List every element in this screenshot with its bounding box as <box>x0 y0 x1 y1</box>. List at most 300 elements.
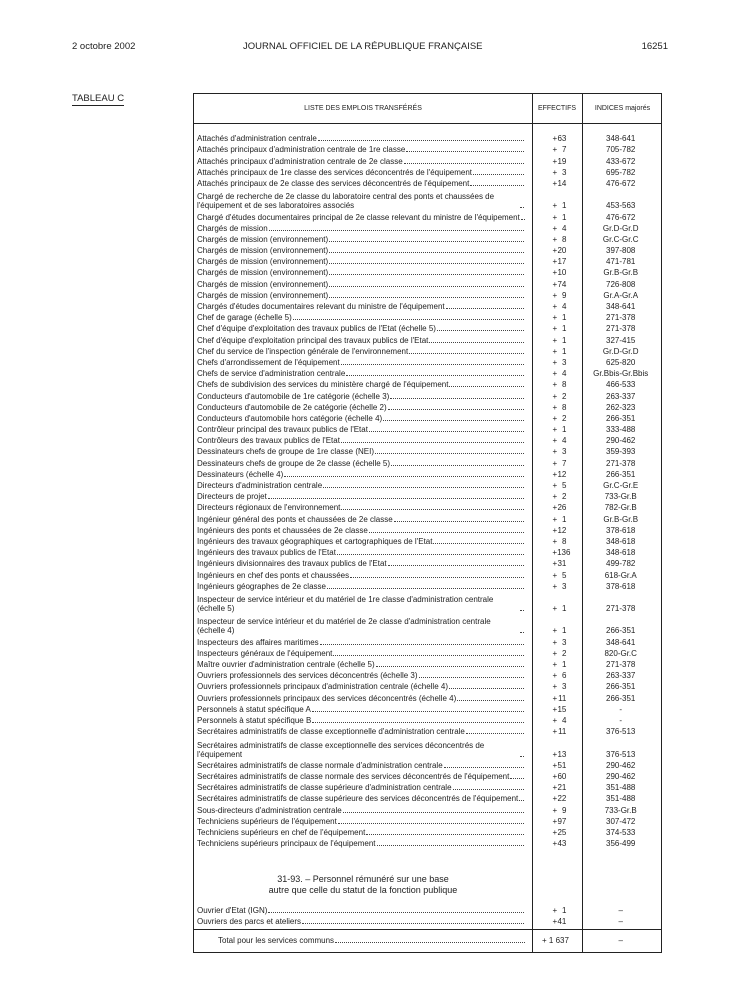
row-effectif: 19 <box>557 156 567 166</box>
row-sign: + <box>552 581 558 591</box>
row-sign: + <box>552 134 558 144</box>
row-effectif: 2 <box>561 648 567 658</box>
table-row <box>194 210 661 221</box>
table-row <box>194 132 661 143</box>
row-label: Chargés d'études documentaires relevant du ministre de l'équipement <box>197 302 445 312</box>
table-row <box>194 143 661 154</box>
table-row <box>194 635 661 646</box>
row-label: Chargés de mission (environnement) <box>197 279 329 289</box>
row-sign: + <box>552 671 558 681</box>
table-row <box>194 222 661 233</box>
row-label: Chargés de mission (environnement) <box>197 234 329 244</box>
row-sign: + <box>552 234 558 244</box>
row-indices: 695-782 <box>606 167 636 177</box>
row-indices: 348-641 <box>606 302 636 312</box>
row-effectif: 4 <box>561 369 567 379</box>
row-indices: Gr.B-Gr.B <box>603 514 639 524</box>
row-sign: + <box>552 481 558 491</box>
row-sign: + <box>552 167 558 177</box>
row-sign: + <box>552 201 558 211</box>
row-effectif: 97 <box>557 816 567 826</box>
row-indices: 376-513 <box>606 749 636 759</box>
row-label: Secrétaires administratifs de classe exceptionnelle des services déconcentrés de l'équipement <box>197 741 520 759</box>
row-indices: Gr.A-Gr.A <box>603 290 639 300</box>
row-label: Ingénieurs géographes de 2e classe <box>197 581 326 591</box>
row-label: Inspecteur de service intérieur et du matériel de 1re classe d'administration centrale (échelle 5) <box>197 595 520 613</box>
row-indices: 376-513 <box>606 727 636 737</box>
row-label: Attachés principaux d'administration centrale de 2e classe <box>197 156 403 166</box>
row-sign: + <box>552 436 558 446</box>
row-indices: Gr.D-Gr.D <box>602 223 639 233</box>
row-indices: 307-472 <box>606 816 636 826</box>
row-sign: + <box>552 715 558 725</box>
row-sign: + <box>552 313 558 323</box>
table-row <box>194 647 661 658</box>
table-row <box>194 188 661 210</box>
row-sign: + <box>552 771 558 781</box>
row-indices: 348-641 <box>606 637 636 647</box>
table-row <box>194 915 661 926</box>
row-sign: + <box>552 469 558 479</box>
row-indices: 378-618 <box>606 581 636 591</box>
row-effectif: 21 <box>557 783 567 793</box>
table-row <box>194 277 661 288</box>
row-effectif: 3 <box>561 357 567 367</box>
row-indices: 263-337 <box>606 391 636 401</box>
row-effectif: 3 <box>561 167 567 177</box>
table-row <box>194 177 661 188</box>
row-sign: + <box>552 335 558 345</box>
row-label: Chefs de subdivision des services du ministère chargé de l'équipement <box>197 380 449 390</box>
row-effectif: 3 <box>561 447 567 457</box>
row-indices: 262-323 <box>606 402 636 412</box>
row-effectif: 15 <box>557 704 567 714</box>
section-rows <box>194 904 661 926</box>
row-sign: + <box>552 805 558 815</box>
row-sign: + <box>552 548 558 558</box>
row-effectif: 13 <box>557 749 567 759</box>
row-effectif: 12 <box>557 525 567 535</box>
row-effectif: 31 <box>557 559 567 569</box>
row-indices: Gr.C-Gr.E <box>603 481 639 491</box>
table-row <box>194 759 661 770</box>
row-sign: + <box>552 749 558 759</box>
table-row <box>194 367 661 378</box>
row-label: Sous-directeurs d'administration centrale <box>197 805 342 815</box>
row-effectif: 1 <box>561 906 567 916</box>
total-divider <box>194 929 661 930</box>
row-label: Contrôleurs des travaux publics de l'Etat <box>197 436 340 446</box>
row-effectif: 2 <box>561 391 567 401</box>
row-indices: 476-672 <box>606 178 636 188</box>
row-effectif: 25 <box>557 827 567 837</box>
row-effectif: 136 <box>557 548 571 558</box>
row-effectif: 51 <box>557 760 567 770</box>
row-label: Conducteurs d'automobile de 2e catégorie (échelle 2) <box>197 402 387 412</box>
row-effectif: 26 <box>557 503 567 513</box>
row-effectif: 1 <box>561 324 567 334</box>
table-row <box>194 322 661 333</box>
row-sign: + <box>552 458 558 468</box>
row-effectif: 4 <box>561 715 567 725</box>
row-label: Directeurs d'administration centrale <box>197 481 323 491</box>
row-label: Contrôleur principal des travaux publics de l'Etat <box>197 425 368 435</box>
row-sign: + <box>552 559 558 569</box>
row-indices: 625-820 <box>606 357 636 367</box>
row-sign: + <box>552 760 558 770</box>
row-sign: + <box>552 268 558 278</box>
row-effectif: 2 <box>561 492 567 502</box>
row-indices: 433-672 <box>606 156 636 166</box>
row-indices: 266-351 <box>606 682 636 692</box>
table-row <box>194 501 661 512</box>
table-row <box>194 345 661 356</box>
row-label: Dessinateurs chefs de groupe de 1re classe (NEI) <box>197 447 374 457</box>
row-sign: + <box>552 648 558 658</box>
table-row <box>194 714 661 725</box>
row-effectif: 9 <box>561 805 567 815</box>
row-label: Chargés de mission (environnement) <box>197 257 329 267</box>
row-effectif: 17 <box>557 257 567 267</box>
row-indices: Gr.Bbis-Gr.Bbis <box>593 369 649 379</box>
row-effectif: 60 <box>557 771 567 781</box>
table-row <box>194 725 661 736</box>
table-row <box>194 445 661 456</box>
row-effectif: 1 <box>561 346 567 356</box>
column-header-indices: INDICES majorés <box>594 104 651 112</box>
table-row <box>194 815 661 826</box>
table-row <box>194 770 661 781</box>
row-indices: 266-351 <box>606 626 636 636</box>
row-sign: + <box>552 906 558 916</box>
row-sign: + <box>552 794 558 804</box>
row-effectif: 1 <box>561 335 567 345</box>
section-title: 31-93. – Personnel rémunéré sur une base <box>277 874 449 884</box>
row-label: Dessinateurs chefs de groupe de 2e classe (échelle 5) <box>197 458 390 468</box>
row-sign: + <box>552 380 558 390</box>
table-row <box>194 300 661 311</box>
row-indices: 466-533 <box>606 380 636 390</box>
row-label: Inspecteurs des affaires maritimes <box>197 637 319 647</box>
row-sign: + <box>552 727 558 737</box>
table-row <box>194 266 661 277</box>
row-indices: 782-Gr.B <box>604 503 637 513</box>
column-header-effectifs: EFFECTIFS <box>537 104 577 112</box>
row-label: Secrétaires administratifs de classe supérieure d'administration centrale <box>197 783 452 793</box>
table-row <box>194 490 661 501</box>
row-effectif: 7 <box>561 145 567 155</box>
row-label: Secrétaires administratifs de classe normale d'administration centrale <box>197 760 443 770</box>
row-effectif: 8 <box>561 402 567 412</box>
row-effectif: 1 <box>561 626 567 636</box>
row-sign: + <box>552 536 558 546</box>
row-indices: 266-351 <box>606 413 636 423</box>
row-indices: 351-488 <box>606 794 636 804</box>
row-indices: 263-337 <box>606 671 636 681</box>
row-label: Inspecteur de service intérieur et du matériel de 2e classe d'administration centrale (échelle 4) <box>197 617 520 635</box>
row-effectif: 5 <box>561 481 567 491</box>
row-indices: 266-351 <box>606 693 636 703</box>
row-indices: 348-641 <box>606 134 636 144</box>
row-indices: – <box>618 917 623 927</box>
employment-table <box>193 93 662 953</box>
row-label: Chef du service de l'inspection générale de l'environnement <box>197 346 409 356</box>
row-sign: + <box>552 660 558 670</box>
row-label: Personnels à statut spécifique B <box>197 715 312 725</box>
row-label: Chef d'équipe d'exploitation principal des travaux publics de l'Etat <box>197 335 429 345</box>
row-sign: + <box>552 525 558 535</box>
row-sign: + <box>552 693 558 703</box>
table-row <box>194 154 661 165</box>
table-row <box>194 389 661 400</box>
row-indices: Gr.B-Gr.B <box>603 268 639 278</box>
row-indices: 726-808 <box>606 279 636 289</box>
row-indices: 266-351 <box>606 469 636 479</box>
table-row <box>194 736 661 758</box>
row-sign: + <box>552 257 558 267</box>
row-indices: 348-618 <box>606 548 636 558</box>
table-row <box>194 680 661 691</box>
table-row <box>194 557 661 568</box>
row-effectif: 63 <box>557 134 567 144</box>
row-effectif: 11 <box>558 727 567 737</box>
row-sign: + <box>552 503 558 513</box>
header-divider <box>194 123 661 124</box>
row-effectif: 6 <box>561 671 567 681</box>
table-row <box>194 356 661 367</box>
row-label: Chargé d'études documentaires principal de 2e classe relevant du ministre de l'équipement <box>197 212 520 222</box>
row-effectif: 10 <box>557 268 567 278</box>
row-indices: – <box>618 906 623 916</box>
row-label: Attachés principaux de 2e classe des services déconcentrés de l'équipement <box>197 178 470 188</box>
row-label: Chef d'équipe d'exploitation des travaux publics de l'Etat (échelle 5) <box>197 324 436 334</box>
row-sign: + <box>552 626 558 636</box>
row-effectif: 3 <box>561 637 567 647</box>
table-row <box>194 613 661 635</box>
row-indices: Gr.D-Gr.D <box>602 346 639 356</box>
row-effectif: 74 <box>557 279 567 289</box>
row-sign: + <box>552 391 558 401</box>
row-sign: + <box>552 223 558 233</box>
row-sign: + <box>552 290 558 300</box>
row-effectif: 1 <box>561 604 567 614</box>
section-subtitle: autre que celle du statut de la fonction publique <box>268 885 458 895</box>
row-label: Ingénieurs des travaux publics de l'Etat <box>197 548 336 558</box>
total-value: + 1 637 <box>542 936 569 946</box>
row-effectif: 4 <box>561 302 567 312</box>
table-row <box>194 512 661 523</box>
row-indices: Gr.C-Gr.C <box>602 234 639 244</box>
table-row <box>194 580 661 591</box>
row-sign: + <box>552 827 558 837</box>
row-sign: + <box>552 425 558 435</box>
row-label: Attachés principaux d'administration centrale de 1re classe <box>197 145 406 155</box>
row-effectif: 1 <box>561 660 567 670</box>
row-effectif: 5 <box>561 570 567 580</box>
table-row <box>194 837 661 848</box>
row-sign: + <box>552 357 558 367</box>
row-sign: + <box>552 447 558 457</box>
row-effectif: 1 <box>561 201 567 211</box>
row-effectif: 41 <box>557 917 567 927</box>
row-effectif: 20 <box>557 246 567 256</box>
row-effectif: 4 <box>561 436 567 446</box>
column-header-emplois: LISTE DES EMPLOIS TRANSFÉRÉS <box>304 104 422 112</box>
row-label: Secrétaires administratifs de classe exceptionnelle d'administration centrale <box>197 727 465 737</box>
row-effectif: 1 <box>561 514 567 524</box>
row-effectif: 8 <box>561 536 567 546</box>
row-sign: + <box>552 402 558 412</box>
table-row <box>194 255 661 266</box>
row-label: Secrétaires administratifs de classe normale des services déconcentrés de l'équipement <box>197 771 510 781</box>
row-label: Techniciens supérieurs de l'équipement <box>197 816 337 826</box>
row-indices: 327-415 <box>606 335 636 345</box>
row-label: Chefs de service d'administration centrale <box>197 369 346 379</box>
table-row <box>194 423 661 434</box>
row-label: Chargés de mission (environnement) <box>197 290 329 300</box>
row-label: Techniciens supérieurs principaux de l'équipement <box>197 839 376 849</box>
row-label: Inspecteurs généraux de l'équipement <box>197 648 333 658</box>
table-row <box>194 524 661 535</box>
row-effectif: 9 <box>561 290 567 300</box>
row-sign: + <box>552 279 558 289</box>
row-label: Directeurs régionaux de l'environnement <box>197 503 341 513</box>
row-label: Chef de garage (échelle 5) <box>197 313 292 323</box>
row-effectif: 1 <box>561 212 567 222</box>
row-effectif: 14 <box>557 178 567 188</box>
row-effectif: 12 <box>557 469 567 479</box>
row-effectif: 22 <box>557 794 567 804</box>
table-row <box>194 378 661 389</box>
row-indices: 359-393 <box>606 447 636 457</box>
row-indices: 290-462 <box>606 771 636 781</box>
row-sign: + <box>552 917 558 927</box>
row-indices: 290-462 <box>606 436 636 446</box>
row-effectif: 2 <box>561 413 567 423</box>
row-indices: 290-462 <box>606 760 636 770</box>
table-row <box>194 904 661 915</box>
row-effectif: 43 <box>557 839 567 849</box>
table-row <box>194 803 661 814</box>
row-label: Ingénieurs divisionnaires des travaux publics de l'Etat <box>197 559 387 569</box>
row-label: Conducteurs d'automobile de 1re catégorie (échelle 3) <box>197 391 390 401</box>
table-row <box>194 333 661 344</box>
row-effectif: 11 <box>558 693 567 703</box>
row-indices: 733-Gr.B <box>604 492 637 502</box>
row-label: Chargés de mission (environnement) <box>197 268 329 278</box>
total-row <box>194 934 661 945</box>
row-sign: + <box>552 178 558 188</box>
row-indices: 271-378 <box>606 604 636 614</box>
row-sign: + <box>552 145 558 155</box>
row-indices: 820-Gr.C <box>604 648 637 658</box>
row-label: Attachés d'administration centrale <box>197 134 317 144</box>
row-indices: 271-378 <box>606 458 636 468</box>
row-sign: + <box>552 324 558 334</box>
row-label: Ouvriers des parcs et ateliers <box>197 917 302 927</box>
table-label: TABLEAU C <box>72 93 125 104</box>
row-indices: 471-781 <box>606 257 636 267</box>
header-journal-title: JOURNAL OFFICIEL DE LA RÉPUBLIQUE FRANÇAISE <box>243 41 483 52</box>
table-row <box>194 311 661 322</box>
table-row <box>194 456 661 467</box>
row-sign: + <box>552 682 558 692</box>
row-indices: 348-618 <box>606 536 636 546</box>
row-indices: 378-618 <box>606 525 636 535</box>
row-sign: + <box>552 346 558 356</box>
row-effectif: 1 <box>561 313 567 323</box>
table-row <box>194 546 661 557</box>
table-row <box>194 244 661 255</box>
row-sign: + <box>552 246 558 256</box>
table-body <box>194 132 661 848</box>
table-row <box>194 233 661 244</box>
row-sign: + <box>552 783 558 793</box>
row-label: Dessinateurs (échelle 4) <box>197 469 284 479</box>
row-indices: - <box>619 704 623 714</box>
row-indices: 271-378 <box>606 324 636 334</box>
row-label: Ouvriers professionnels des services déconcentrés (échelle 3) <box>197 671 418 681</box>
row-label: Ingénieur général des ponts et chaussées de 2e classe <box>197 514 393 524</box>
row-label: Ingénieurs des ponts et chaussées de 2e classe <box>197 525 368 535</box>
header-page-number: 16251 <box>641 41 668 52</box>
table-row <box>194 166 661 177</box>
row-indices: 397-808 <box>606 246 636 256</box>
row-sign: + <box>552 816 558 826</box>
row-label: Secrétaires administratifs de classe supérieure des services déconcentrés de l'équipement <box>197 794 519 804</box>
row-indices: 333-488 <box>606 425 636 435</box>
row-label: Chargés de mission (environnement) <box>197 246 329 256</box>
row-indices: 733-Gr.B <box>604 805 637 815</box>
row-label: Ouvrier d'Etat (IGN) <box>197 906 268 916</box>
row-label: Maître ouvrier d'administration centrale (échelle 5) <box>197 660 375 670</box>
row-label: Ouvriers professionnels principaux d'administration centrale (échelle 4) <box>197 682 448 692</box>
row-indices: 453-563 <box>606 201 636 211</box>
table-row <box>194 691 661 702</box>
table-row <box>194 289 661 300</box>
total-indices: – <box>618 936 623 946</box>
row-indices: 271-378 <box>606 313 636 323</box>
row-indices: 618-Gr.A <box>604 570 637 580</box>
table-row <box>194 535 661 546</box>
row-effectif: 3 <box>561 581 567 591</box>
header-date: 2 octobre 2002 <box>72 41 136 52</box>
row-label: Directeurs de projet <box>197 492 267 502</box>
row-effectif: 8 <box>561 380 567 390</box>
row-indices: 374-533 <box>606 827 636 837</box>
row-label: Techniciens supérieurs en chef de l'équipement <box>197 827 366 837</box>
row-label: Attachés principaux de 1re classe des services déconcentrés de l'équipement <box>197 167 473 177</box>
row-sign: + <box>552 704 558 714</box>
row-indices: 356-499 <box>606 839 636 849</box>
row-label: Conducteurs d'automobile hors catégorie (échelle 4) <box>197 413 383 423</box>
row-sign: + <box>552 839 558 849</box>
table-row <box>194 591 661 613</box>
row-sign: + <box>552 369 558 379</box>
row-effectif: 7 <box>561 458 567 468</box>
row-indices: 351-488 <box>606 783 636 793</box>
row-label: Ingénieurs en chef des ponts et chaussées <box>197 570 350 580</box>
row-sign: + <box>552 570 558 580</box>
row-indices: - <box>619 715 623 725</box>
table-row <box>194 792 661 803</box>
row-effectif: 8 <box>561 234 567 244</box>
table-row <box>194 434 661 445</box>
row-indices: 476-672 <box>606 212 636 222</box>
table-row <box>194 703 661 714</box>
row-label: Personnels à statut spécifique A <box>197 704 311 714</box>
table-row <box>194 669 661 680</box>
